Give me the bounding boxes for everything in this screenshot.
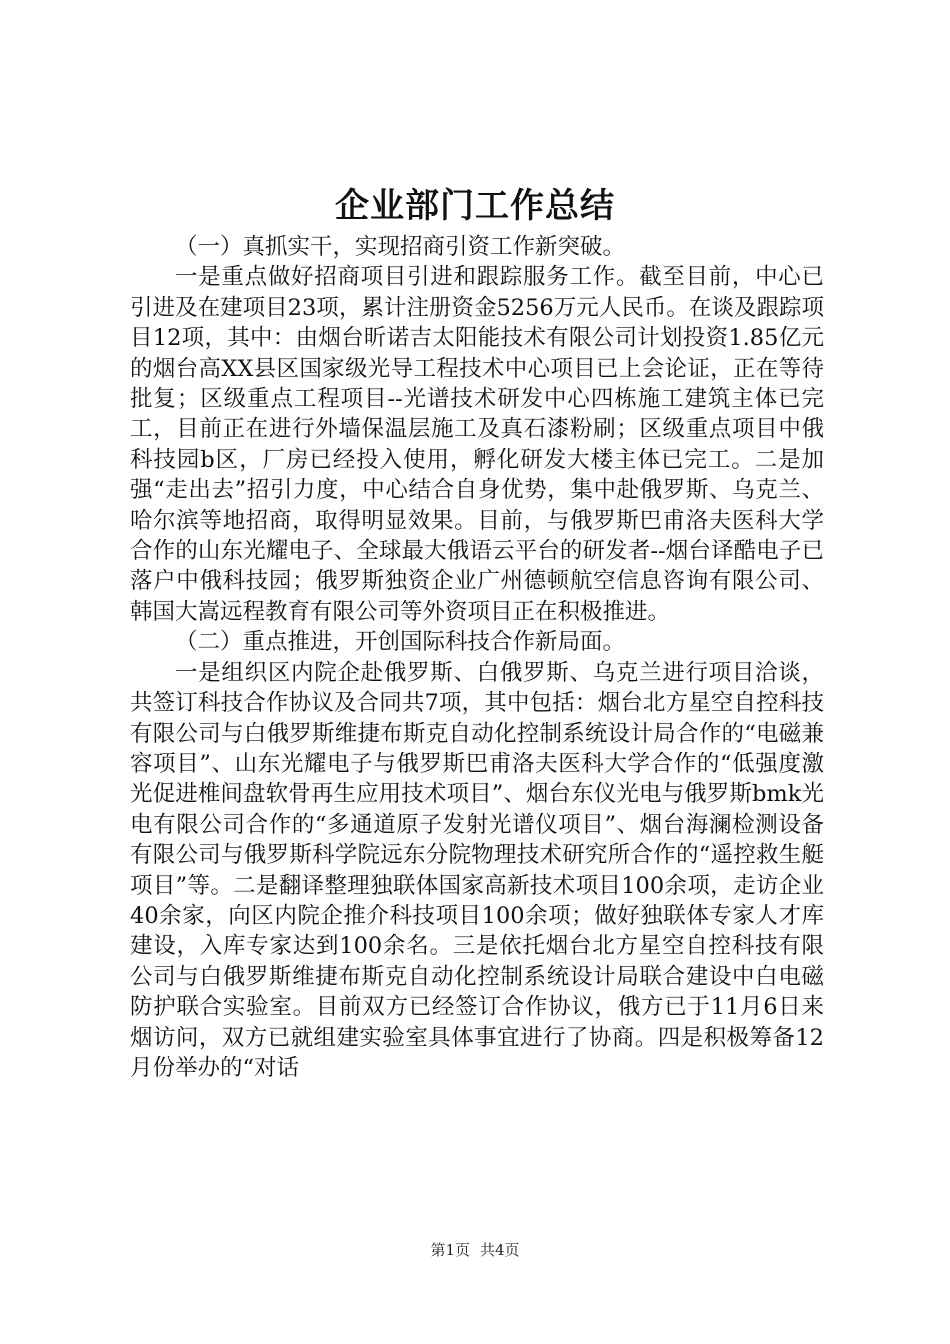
section-heading-2: （二）重点推进，开创国际科技合作新局面。 [175, 629, 626, 656]
document-body [130, 232, 824, 1083]
body-paragraph-1: 一是重点做好招商项目引进和跟踪服务工作。截至目前，中心已引进及在建项目23项，累计注册资金5256万元人民币。在谈及跟踪项目12项，其中：由烟台昕诺吉太阳能技术有限公司计划投资1.85亿元的烟台高XX县区国家级光导工程技术中心项目已上会论证，正在等待批复；区级重点工程项目--光谱技术研发中心四栋施工建筑主体已完工，目前正在进行外墙保温层施工及真石漆粉刷；区级重点项目中俄科技园b区，厂房已经投入使用，孵化研发大楼主体已完工。二是加强“走出去”招引力度，中心结合自身优势，集中赴俄罗斯、乌克兰、哈尔滨等地招商，取得明显效果。目前，与俄罗斯巴甫洛夫医科大学合作的山东光耀电子、全球最大俄语云平台的研发者--烟台译酷电子已落户中俄科技园；俄罗斯独资企业广州德顿航空信息咨询有限公司、韩国大嵩远程教育有限公司等外资项目正在积极推进。 [130, 264, 824, 625]
section-heading-1: （一）真抓实干，实现招商引资工作新突破。 [175, 234, 626, 260]
body-paragraph-2: 一是组织区内院企赴俄罗斯、白俄罗斯、乌克兰进行项目洽谈，共签订科技合作协议及合同共7项，其中包括：烟台北方星空自控科技有限公司与白俄罗斯维捷布斯克自动化控制系统设计局合作的“电磁兼容项目”、山东光耀电子与俄罗斯巴甫洛夫医科大学合作的“低强度激光促进椎间盘软骨再生应用技术项目”、烟台东仪光电与俄罗斯bmk光电有限公司合作的“多通道原子发射光谱仪项目”、烟台海澜检测设备有限公司与俄罗斯科学院远东分院物理技术研究所合作的“遥控救生艇项目”等。二是翻译整理独联体国家高新技术项目100余项，走访企业40余家，向区内院企推介科技项目100余项；做好独联体专家人才库建设，入库专家达到100余名。三是依托烟台北方星空自控科技有限公司与白俄罗斯维捷布斯克自动化控制系统设计局联合建设中白电磁防护联合实验室。目前双方已经签订合作协议，俄方已于11月6日来烟访问，双方已就组建实验室具体事宜进行了协商。四是积极筹备12月份举办的“对话 [130, 659, 824, 1081]
page-total: 共4页 [480, 1241, 520, 1259]
page-number: 第1页 [430, 1241, 470, 1259]
document-title: 企业部门工作总结 [335, 186, 615, 226]
page-footer [0, 1240, 950, 1260]
